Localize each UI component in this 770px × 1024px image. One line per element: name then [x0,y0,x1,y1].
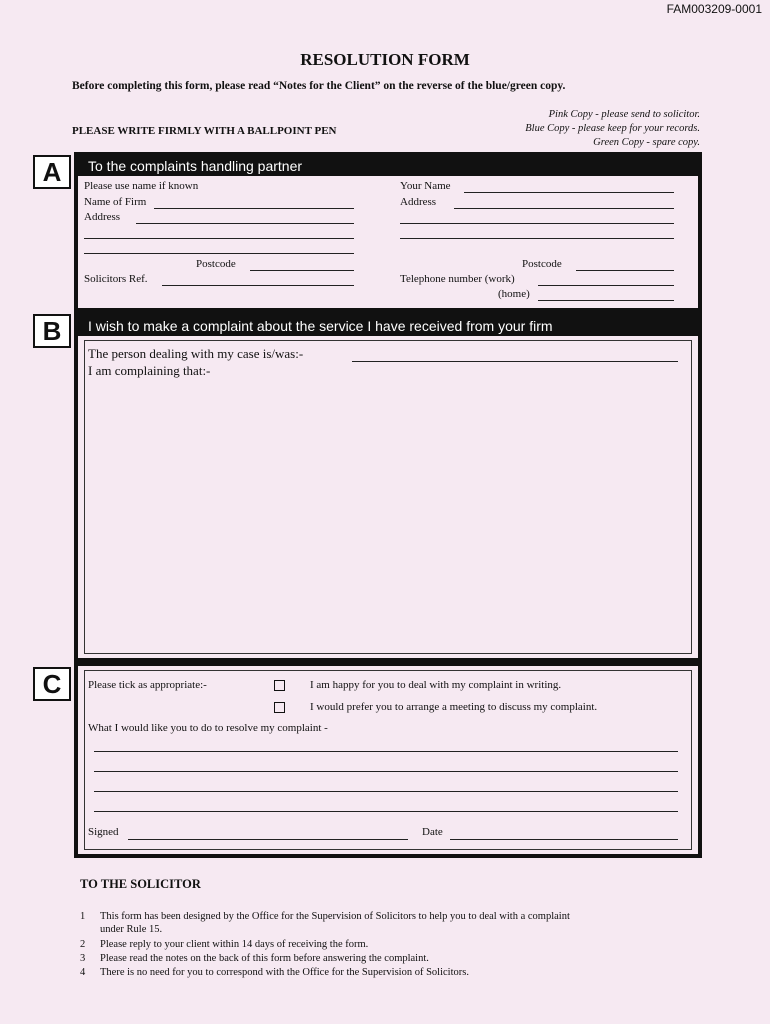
meeting-checkbox[interactable] [274,702,285,713]
your-postcode-line[interactable] [576,269,674,271]
complaint-area[interactable] [84,340,692,654]
resolve-label: What I would like you to do to resolve my complaint - [88,722,328,734]
firm-address-line-1[interactable] [136,222,354,224]
telephone-home-line[interactable] [538,299,674,301]
copy-instructions [525,108,700,150]
to-solicitor-title: TO THE SOLICITOR [80,877,201,891]
section-b-heading: I wish to make a complaint about the service I have received from your firm [78,316,698,336]
firm-postcode-line[interactable] [250,269,354,271]
section-b-label: B [33,314,71,348]
firm-name-line[interactable] [154,207,354,209]
solicitor-item-1: 1 This form has been designed by the Office for the Supervision of Solicitors to help you to deal with a complaint [80,911,570,922]
section-a-frame [74,152,702,312]
resolve-line-3[interactable] [94,790,678,792]
section-c-label: C [33,667,71,701]
your-address-line-2[interactable] [400,222,674,224]
date-label: Date [422,826,443,838]
solicitor-item-2: 2 Please reply to your client within 14 days of receiving the form. [80,939,369,950]
write-firmly-text: PLEASE WRITE FIRMLY WITH A BALLPOINT PEN [72,125,337,137]
intro-text: Before completing this form, please read “Notes for the Client” on the reverse of the blue/green copy. [72,80,566,92]
your-address-line-3[interactable] [400,237,674,239]
person-dealing-label: The person dealing with my case is/was:- [88,346,304,361]
your-postcode-label: Postcode [522,258,562,270]
resolution-area [84,670,692,850]
your-address-label: Address [400,196,437,208]
solicitor-item-4: 4 There is no need for you to correspond with the Office for the Supervision of Solicitors. [80,967,469,978]
resolve-line-4[interactable] [94,810,678,812]
writing-option-label: I am happy for you to deal with my complaint in writing. [310,679,562,691]
telephone-work-label: Telephone number (work) [400,273,515,285]
writing-checkbox[interactable] [274,680,285,691]
green-copy-text: Green Copy - spare copy. [593,137,700,148]
your-name-label: Your Name [400,180,451,192]
meeting-option-label: I would prefer you to arrange a meeting to discuss my complaint. [310,701,598,713]
name-of-firm-label: Name of Firm [84,196,147,208]
resolve-line-2[interactable] [94,770,678,772]
solicitor-item-1-continued: under Rule 15. [100,924,163,935]
blue-copy-text: Blue Copy - please keep for your records. [525,123,700,134]
section-b-frame [74,312,702,662]
resolve-line-1[interactable] [94,750,678,752]
your-name-line[interactable] [464,191,674,193]
section-a-label: A [33,155,71,189]
signed-label: Signed [88,826,119,838]
person-dealing-line[interactable] [352,360,678,362]
signature-line[interactable] [128,838,408,840]
solicitors-ref-line[interactable] [162,284,354,286]
firm-address-line-3[interactable] [84,252,354,254]
firm-postcode-label: Postcode [196,258,236,270]
section-c-frame [74,662,702,858]
telephone-work-line[interactable] [538,284,674,286]
please-use-name-label: Please use name if known [84,180,199,192]
firm-address-label: Address [84,211,121,223]
document-id: FAM003209-0001 [666,2,762,16]
date-line[interactable] [450,838,678,840]
tick-instruction: Please tick as appropriate:- [88,679,207,691]
complaining-label: I am complaining that:- [88,363,211,378]
pink-copy-text: Pink Copy - please send to solicitor. [548,109,700,120]
telephone-home-label: (home) [498,288,530,300]
firm-address-line-2[interactable] [84,237,354,239]
section-a-heading: To the complaints handling partner [78,156,698,176]
form-title: RESOLUTION FORM [300,50,470,69]
solicitors-ref-label: Solicitors Ref. [84,273,148,285]
your-address-line-1[interactable] [454,207,674,209]
solicitor-item-3: 3 Please read the notes on the back of this form before answering the complaint. [80,953,429,964]
